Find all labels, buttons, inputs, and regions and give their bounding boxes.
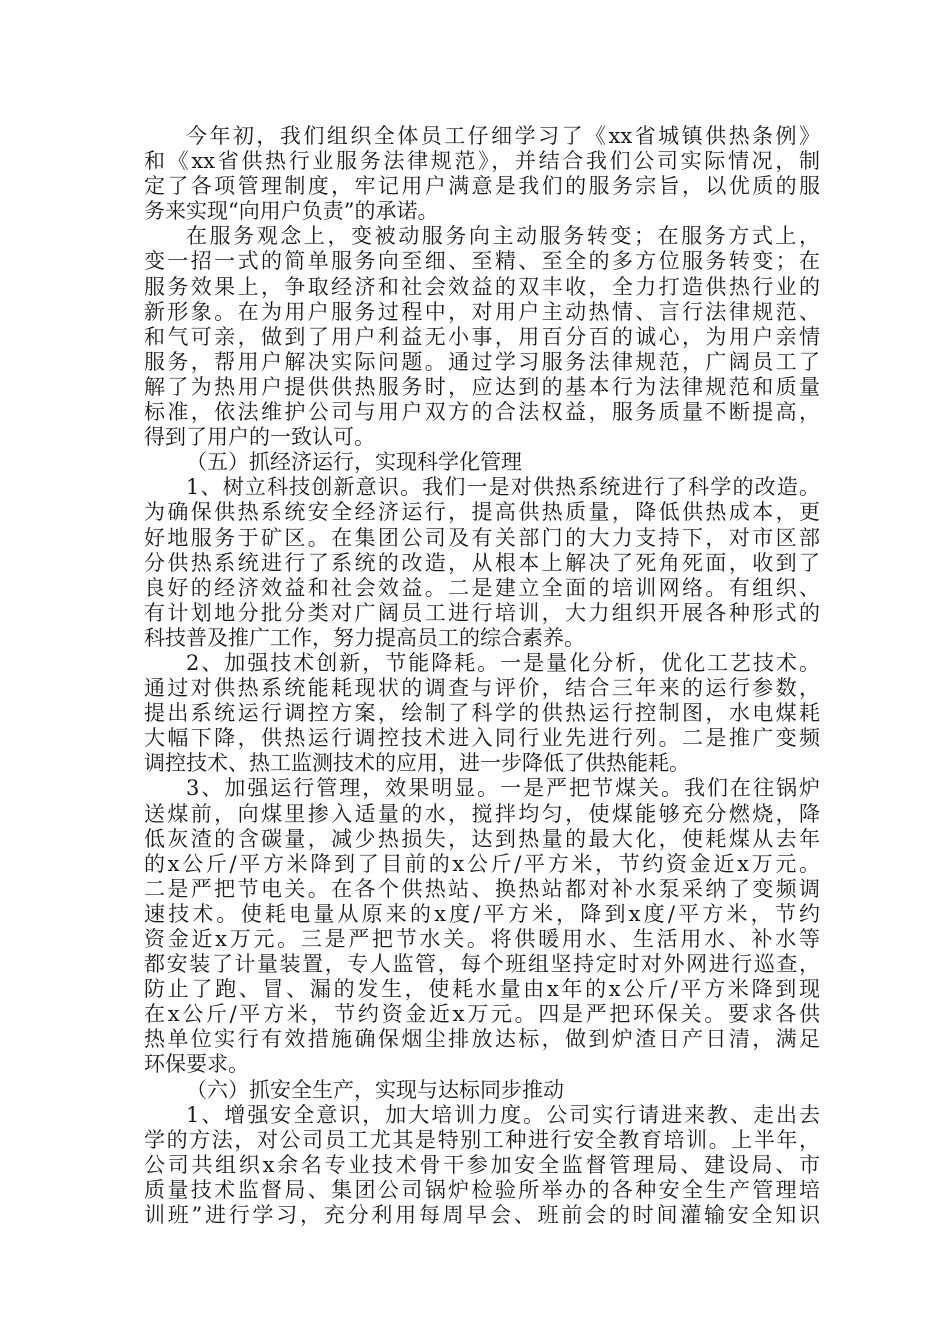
text-line: 解了为热用户提供供热服务时，应达到的基本行为法律规范和质量 [144, 374, 820, 399]
text-line: 在服务观念上，变被动服务向主动服务转变；在服务方式上， [186, 224, 820, 249]
text-line: 训班”进行学习，充分利用每周早会、班前会的时间灌输安全知识 [144, 1203, 820, 1228]
text-line: 服务效果上，争取经济和社会效益的双丰收，全力打造供热行业的 [144, 274, 820, 299]
text-line: 务来实现“向用户负责”的承诺。 [144, 199, 439, 224]
text-line: 都安装了计量装置，专人监管，每个班组坚持定时对外网进行巡查， [144, 952, 820, 977]
text-line: 1、树立科技创新意识。我们一是对供热系统进行了科学的改造。 [186, 475, 820, 500]
text-line: 低灰渣的含碳量，减少热损失，达到热量的最大化，使耗煤从去年 [144, 826, 820, 851]
text-line: 3、加强运行管理，效果明显。一是严把节煤关。我们在往锅炉 [186, 776, 820, 801]
text-line: 和气可亲，做到了用户利益无小事，用百分百的诚心，为用户亲情 [144, 324, 820, 349]
text-line: 有计划地分批分类对广阔员工进行培训，大力组织开展各种形式的 [144, 600, 820, 625]
text-line: 提出系统运行调控方案，绘制了科学的供热运行控制图，水电煤耗 [144, 701, 820, 726]
text-line: 防止了跑、冒、漏的发生，使耗水量由x年的x公斤/平方米降到现 [144, 977, 820, 1002]
text-line: 和《xx省供热行业服务法律规范》，并结合我们公司实际情况，制 [144, 149, 820, 174]
text-line: （六）抓安全生产，实现与达标同步推动 [186, 1077, 564, 1102]
text-line: 大幅下降，供热运行调控技术进入同行业先进行列。二是推广变频 [144, 726, 820, 751]
text-line: 好地服务于矿区。在集团公司及有关部门的大力支持下，对市区部 [144, 525, 820, 550]
text-line: 速技术。使耗电量从原来的x度/平方米，降到x度/平方米，节约 [144, 901, 820, 926]
document-body [144, 124, 820, 1228]
text-line: 资金近x万元。三是严把节水关。将供暖用水、生活用水、补水等 [144, 927, 820, 951]
text-line: 定了各项管理制度，牢记用户满意是我们的服务宗旨，以优质的服 [144, 174, 820, 199]
text-line: 2、加强技术创新，节能降耗。一是量化分析，优化工艺技术。 [186, 650, 820, 675]
text-line: 通过对供热系统能耗现状的调查与评价，结合三年来的运行参数， [144, 676, 820, 701]
text-line: 新形象。在为用户服务过程中，对用户主动热情、言行法律规范、 [144, 299, 820, 324]
text-line: 环保要求。 [144, 1052, 249, 1077]
text-line: 为确保供热系统安全经济运行，提高供热质量，降低供热成本，更 [144, 500, 820, 525]
text-line: 科技普及推广工作，努力提高员工的综合素养。 [144, 625, 585, 650]
text-line: 的x公斤/平方米降到了目前的x公斤/平方米，节约资金近x万元。 [144, 851, 820, 876]
text-line: 在x公斤/平方米，节约资金近x万元。四是严把环保关。要求各供 [144, 1002, 820, 1027]
text-line: 学的方法，对公司员工尤其是特别工种进行安全教育培训。上半年， [144, 1127, 820, 1152]
text-line: 得到了用户的一致认可。 [144, 425, 375, 450]
text-line: 今年初，我们组织全体员工仔细学习了《xx省城镇供热条例》 [186, 124, 820, 148]
text-line: 变一招一式的简单服务向至细、至精、至全的多方位服务转变；在 [144, 249, 820, 274]
text-line: 分供热系统进行了系统的改造，从根本上解决了死角死面，收到了 [144, 550, 820, 575]
text-line: 调控技术、热工监测技术的应用，进一步降低了供热能耗。 [144, 751, 690, 776]
text-line: 公司共组织x余名专业技术骨干参加安全监督管理局、建设局、市 [144, 1152, 820, 1177]
text-line: 送煤前，向煤里掺入适量的水，搅拌均匀，使煤能够充分燃烧，降 [144, 801, 820, 826]
text-line: 良好的经济效益和社会效益。二是建立全面的培训网络。有组织、 [144, 575, 820, 600]
text-line: 标准，依法维护公司与用户双方的合法权益，服务质量不断提高， [144, 400, 820, 425]
text-line: 1、增强安全意识，加大培训力度。公司实行请进来教、走出去 [186, 1102, 820, 1127]
text-line: （五）抓经济运行，实现科学化管理 [186, 450, 522, 475]
text-line: 服务，帮用户解决实际问题。通过学习服务法律规范，广阔员工了 [144, 349, 820, 374]
text-line: 热单位实行有效措施确保烟尘排放达标，做到炉渣日产日清，满足 [144, 1027, 820, 1052]
text-line: 二是严把节电关。在各个供热站、换热站都对补水泵采纳了变频调 [144, 876, 820, 901]
text-line: 质量技术监督局、集团公司锅炉检验所举办的各种安全生产管理培 [144, 1177, 820, 1202]
